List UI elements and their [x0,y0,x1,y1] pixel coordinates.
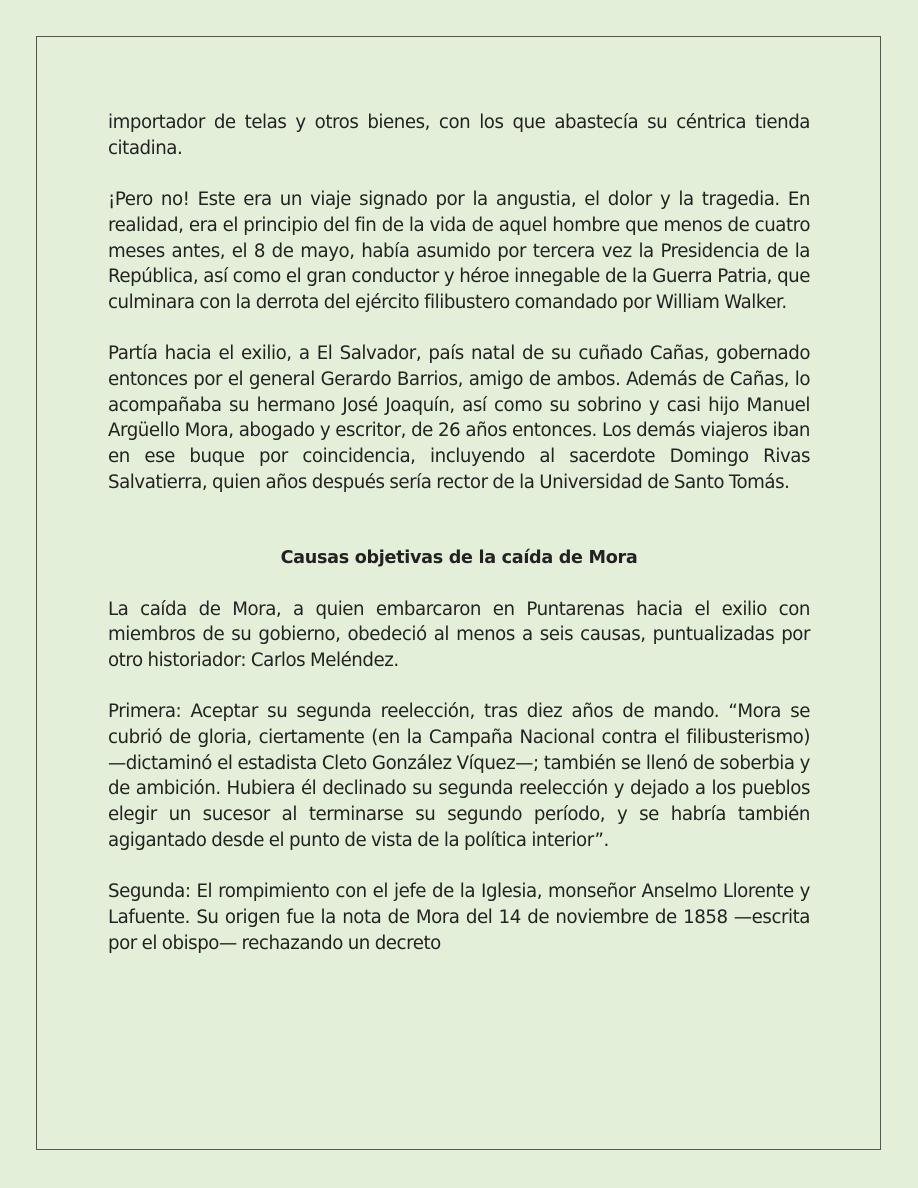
paragraph-second-cause: Segunda: El rompimiento con el jefe de la Iglesia, monseñor Anselmo Llorente y Lafuente. Su origen fue la nota de Mora del 14 de noviembre de 1858 —escrita por el obispo— rechazando un decreto [108,881,810,954]
paragraph-causes-intro: La caída de Mora, a quien embarcaron en Puntarenas hacia el exilio con miembros de su gobierno, obedeció al menos a seis causas, puntualizadas por otro historiador: Carlos Meléndez. [108,598,810,671]
section-heading: Causas objetivas de la caída de Mora [280,547,638,568]
paragraph-continuation: importador de telas y otros bienes, con los que abastecía su céntrica tienda citadina. [108,112,810,159]
paragraph-exile: Partía hacia el exilio, a El Salvador, país natal de su cuñado Cañas, gobernado entonces por el general Gerardo Barrios, amigo de ambos. Además de Cañas, lo acompañaba su hermano José Joaquín, así como su sobrino y casi hijo Manuel Argüello Mora, abogado y escritor, de 26 años entonces. Los demás viajeros iban en ese buque por coincidencia, incluyendo al sacerdote Domingo Rivas Salvatierra, quien años después sería rector de la Universidad de Santo Tomás. [108,343,810,493]
paragraph-first-cause: Primera: Aceptar su segunda reelección, tras diez años de mando. “Mora se cubrió de gloria, ciertamente (en la Campaña Nacional contra el filibusterismo) —dictaminó el estadista Cleto González Víquez—; también se llenó de soberbia y de ambición. Hubiera él declinado su segunda reelección y dejado a los pueblos elegir un sucesor al terminarse su segundo período, y se habría también agigantado desde el punto de vista de la política interior”. [108,701,810,851]
document-body [108,110,810,956]
paragraph-journey: ¡Pero no! Este era un viaje signado por la angustia, el dolor y la tragedia. En realidad, era el principio del fin de la vida de aquel hombre que menos de cuatro meses antes, el 8 de mayo, había asumido por tercera vez la Presidencia de la República, así como el gran conductor y héroe innegable de la Guerra Patria, que culminara con la derrota del ejército filibustero comandado por William Walker. [108,189,810,313]
